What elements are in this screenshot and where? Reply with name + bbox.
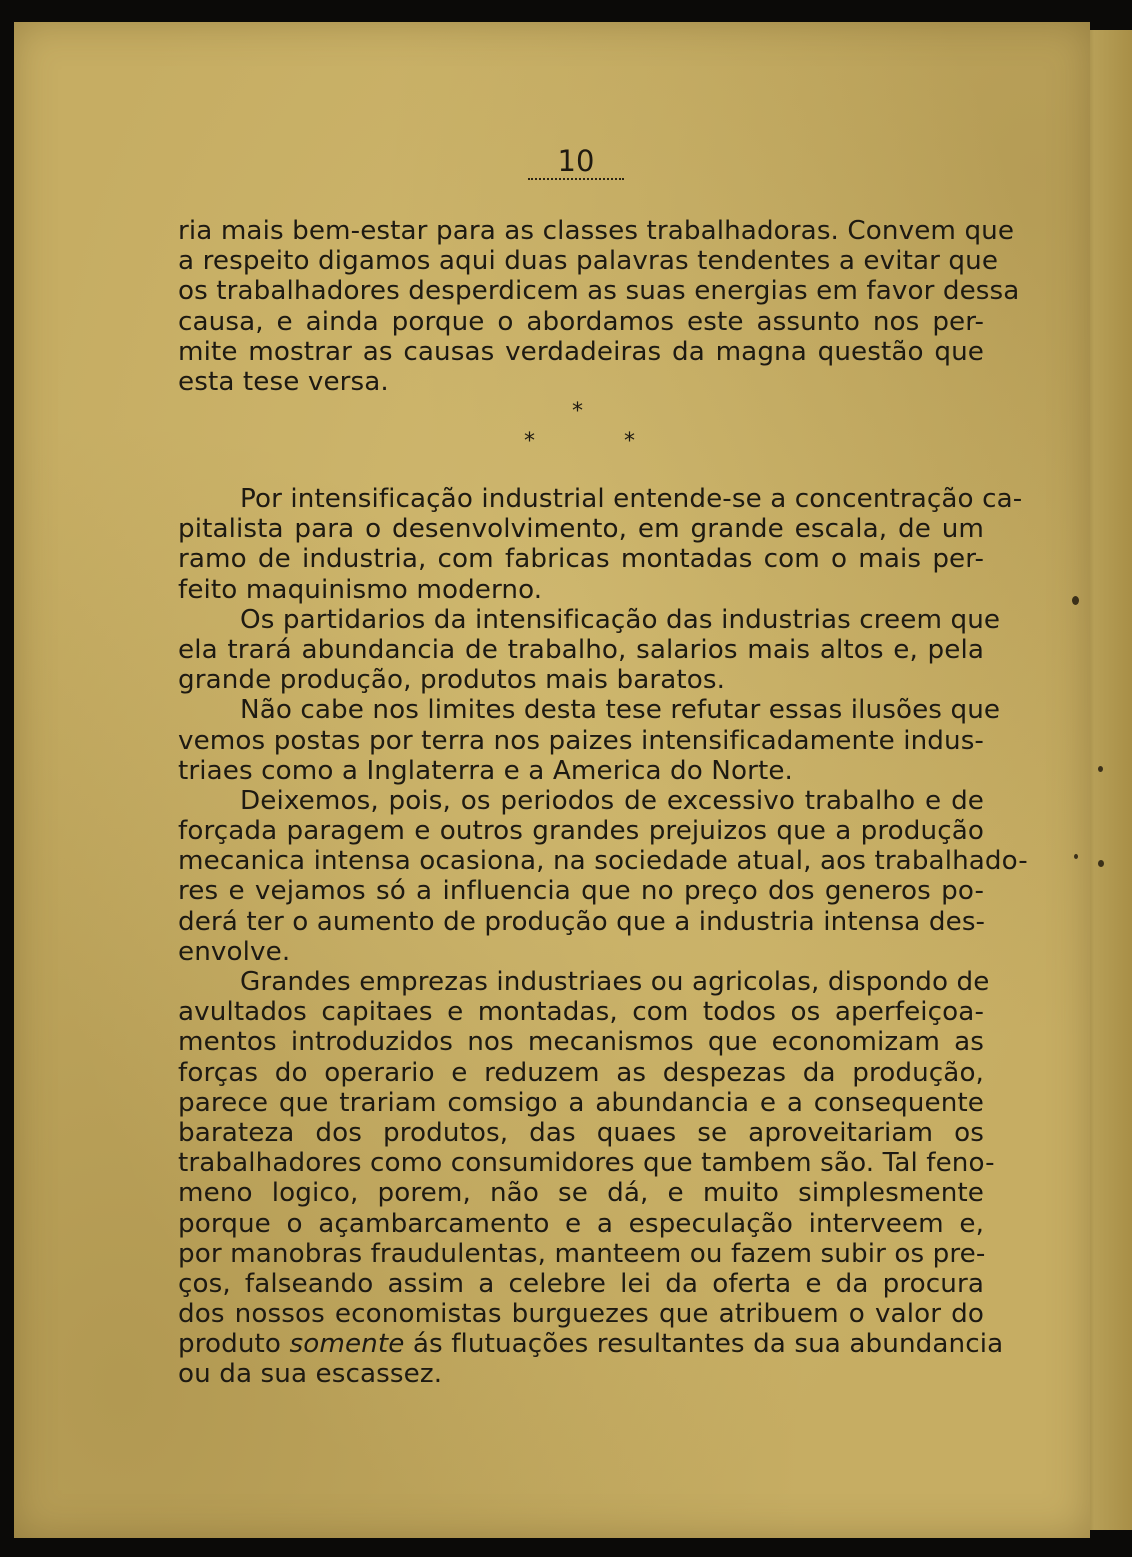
asterisk: * bbox=[624, 429, 635, 454]
text-line: ramo de industria, com fabricas montadas com o mais per- bbox=[178, 544, 984, 575]
text-line: mecanica intensa ocasiona, na sociedade atual, aos trabalhado- bbox=[178, 846, 1028, 877]
text-line: Não cabe nos limites desta tese refutar essas ilusões que bbox=[240, 695, 1001, 726]
text-line: Deixemos, pois, os periodos de excessivo trabalho e de bbox=[240, 785, 984, 816]
paper-speck bbox=[1072, 596, 1079, 605]
paper-speck bbox=[1074, 854, 1078, 859]
text-line: avultados capitaes e montadas, com todos os aperfeiçoa- bbox=[178, 997, 984, 1028]
text-line: vemos postas por terra nos paizes intensificadamente indus- bbox=[178, 725, 984, 756]
text-line: ela trará abundancia de trabalho, salarios mais altos e, pela bbox=[178, 634, 984, 665]
page-number: 10 bbox=[557, 144, 595, 178]
text-line: por manobras fraudulentas, manteem ou fazem subir os pre- bbox=[178, 1238, 986, 1269]
text-line: Grandes emprezas industriaes ou agricolas, dispondo de bbox=[240, 967, 990, 997]
text-line: pitalista para o desenvolvimento, em grande escala, de um bbox=[178, 514, 984, 545]
text-line: dos nossos economistas burguezes que atribuem o valor do bbox=[178, 1299, 984, 1330]
text-line-emphasis bbox=[178, 1329, 1004, 1360]
text-line: res e vejamos só a influencia que no preço dos generos po- bbox=[178, 876, 984, 907]
text-line: causa, e ainda porque o abordamos este assunto nos per- bbox=[178, 306, 984, 337]
text-line: ria mais bem-estar para as classes trabalhadoras. Convem que bbox=[178, 216, 1015, 246]
intro-paragraph bbox=[178, 216, 1020, 397]
text-line: porque o açambarcamento e a especulação interveem e, bbox=[178, 1208, 984, 1239]
emphasized-word: somente bbox=[289, 1329, 405, 1360]
text-line: meno logico, porem, não se dá, e muito simplesmente bbox=[178, 1178, 984, 1209]
text-line: grande produção, produtos mais baratos. bbox=[178, 665, 726, 696]
text-line: forçada paragem e outros grandes prejuizos que a produção bbox=[178, 816, 984, 847]
section-break-asterisks bbox=[500, 397, 660, 467]
asterisk: * bbox=[524, 429, 535, 454]
text-segment: ás flutuações resultantes da sua abundancia bbox=[404, 1329, 1004, 1360]
text-line: envolve. bbox=[178, 936, 291, 967]
text-line: barateza dos produtos, das quaes se aproveitariam os bbox=[178, 1117, 984, 1148]
paper-speck bbox=[1098, 860, 1104, 867]
text-segment: produto bbox=[178, 1329, 290, 1360]
text-line: parece que trariam comsigo a abundancia e a consequente bbox=[178, 1087, 984, 1118]
page-number-rule bbox=[528, 178, 624, 180]
text-line: a respeito digamos aqui duas palavras tendentes a evitar que bbox=[178, 246, 999, 277]
asterisk: * bbox=[572, 399, 583, 424]
text-line: ou da sua escassez. bbox=[178, 1359, 443, 1390]
text-line: triaes como a Inglaterra e a America do Norte. bbox=[178, 755, 793, 786]
text-line: feito maquinismo moderno. bbox=[178, 574, 543, 605]
text-line: forças do operario e reduzem as despezas da produção, bbox=[178, 1057, 984, 1088]
paper-speck bbox=[1098, 766, 1103, 772]
text-line: esta tese versa. bbox=[178, 366, 389, 397]
text-line: derá ter o aumento de produção que a industria intensa des- bbox=[178, 906, 986, 937]
text-line: mite mostrar as causas verdadeiras da magna questão que bbox=[178, 336, 984, 367]
text-line: mentos introduzidos nos mecanismos que economizam as bbox=[178, 1027, 984, 1058]
text-line: os trabalhadores desperdicem as suas energias em favor dessa bbox=[178, 276, 1020, 307]
text-line: ços, falseando assim a celebre lei da oferta e da procura bbox=[178, 1268, 984, 1299]
text-line: trabalhadores como consumidores que tambem são. Tal feno- bbox=[178, 1148, 995, 1179]
text-line: Por intensificação industrial entende-se a concentração ca- bbox=[240, 484, 1023, 514]
text-line: Os partidarios da intensificação das industrias creem que bbox=[240, 604, 1001, 635]
body-text bbox=[178, 484, 1028, 1390]
